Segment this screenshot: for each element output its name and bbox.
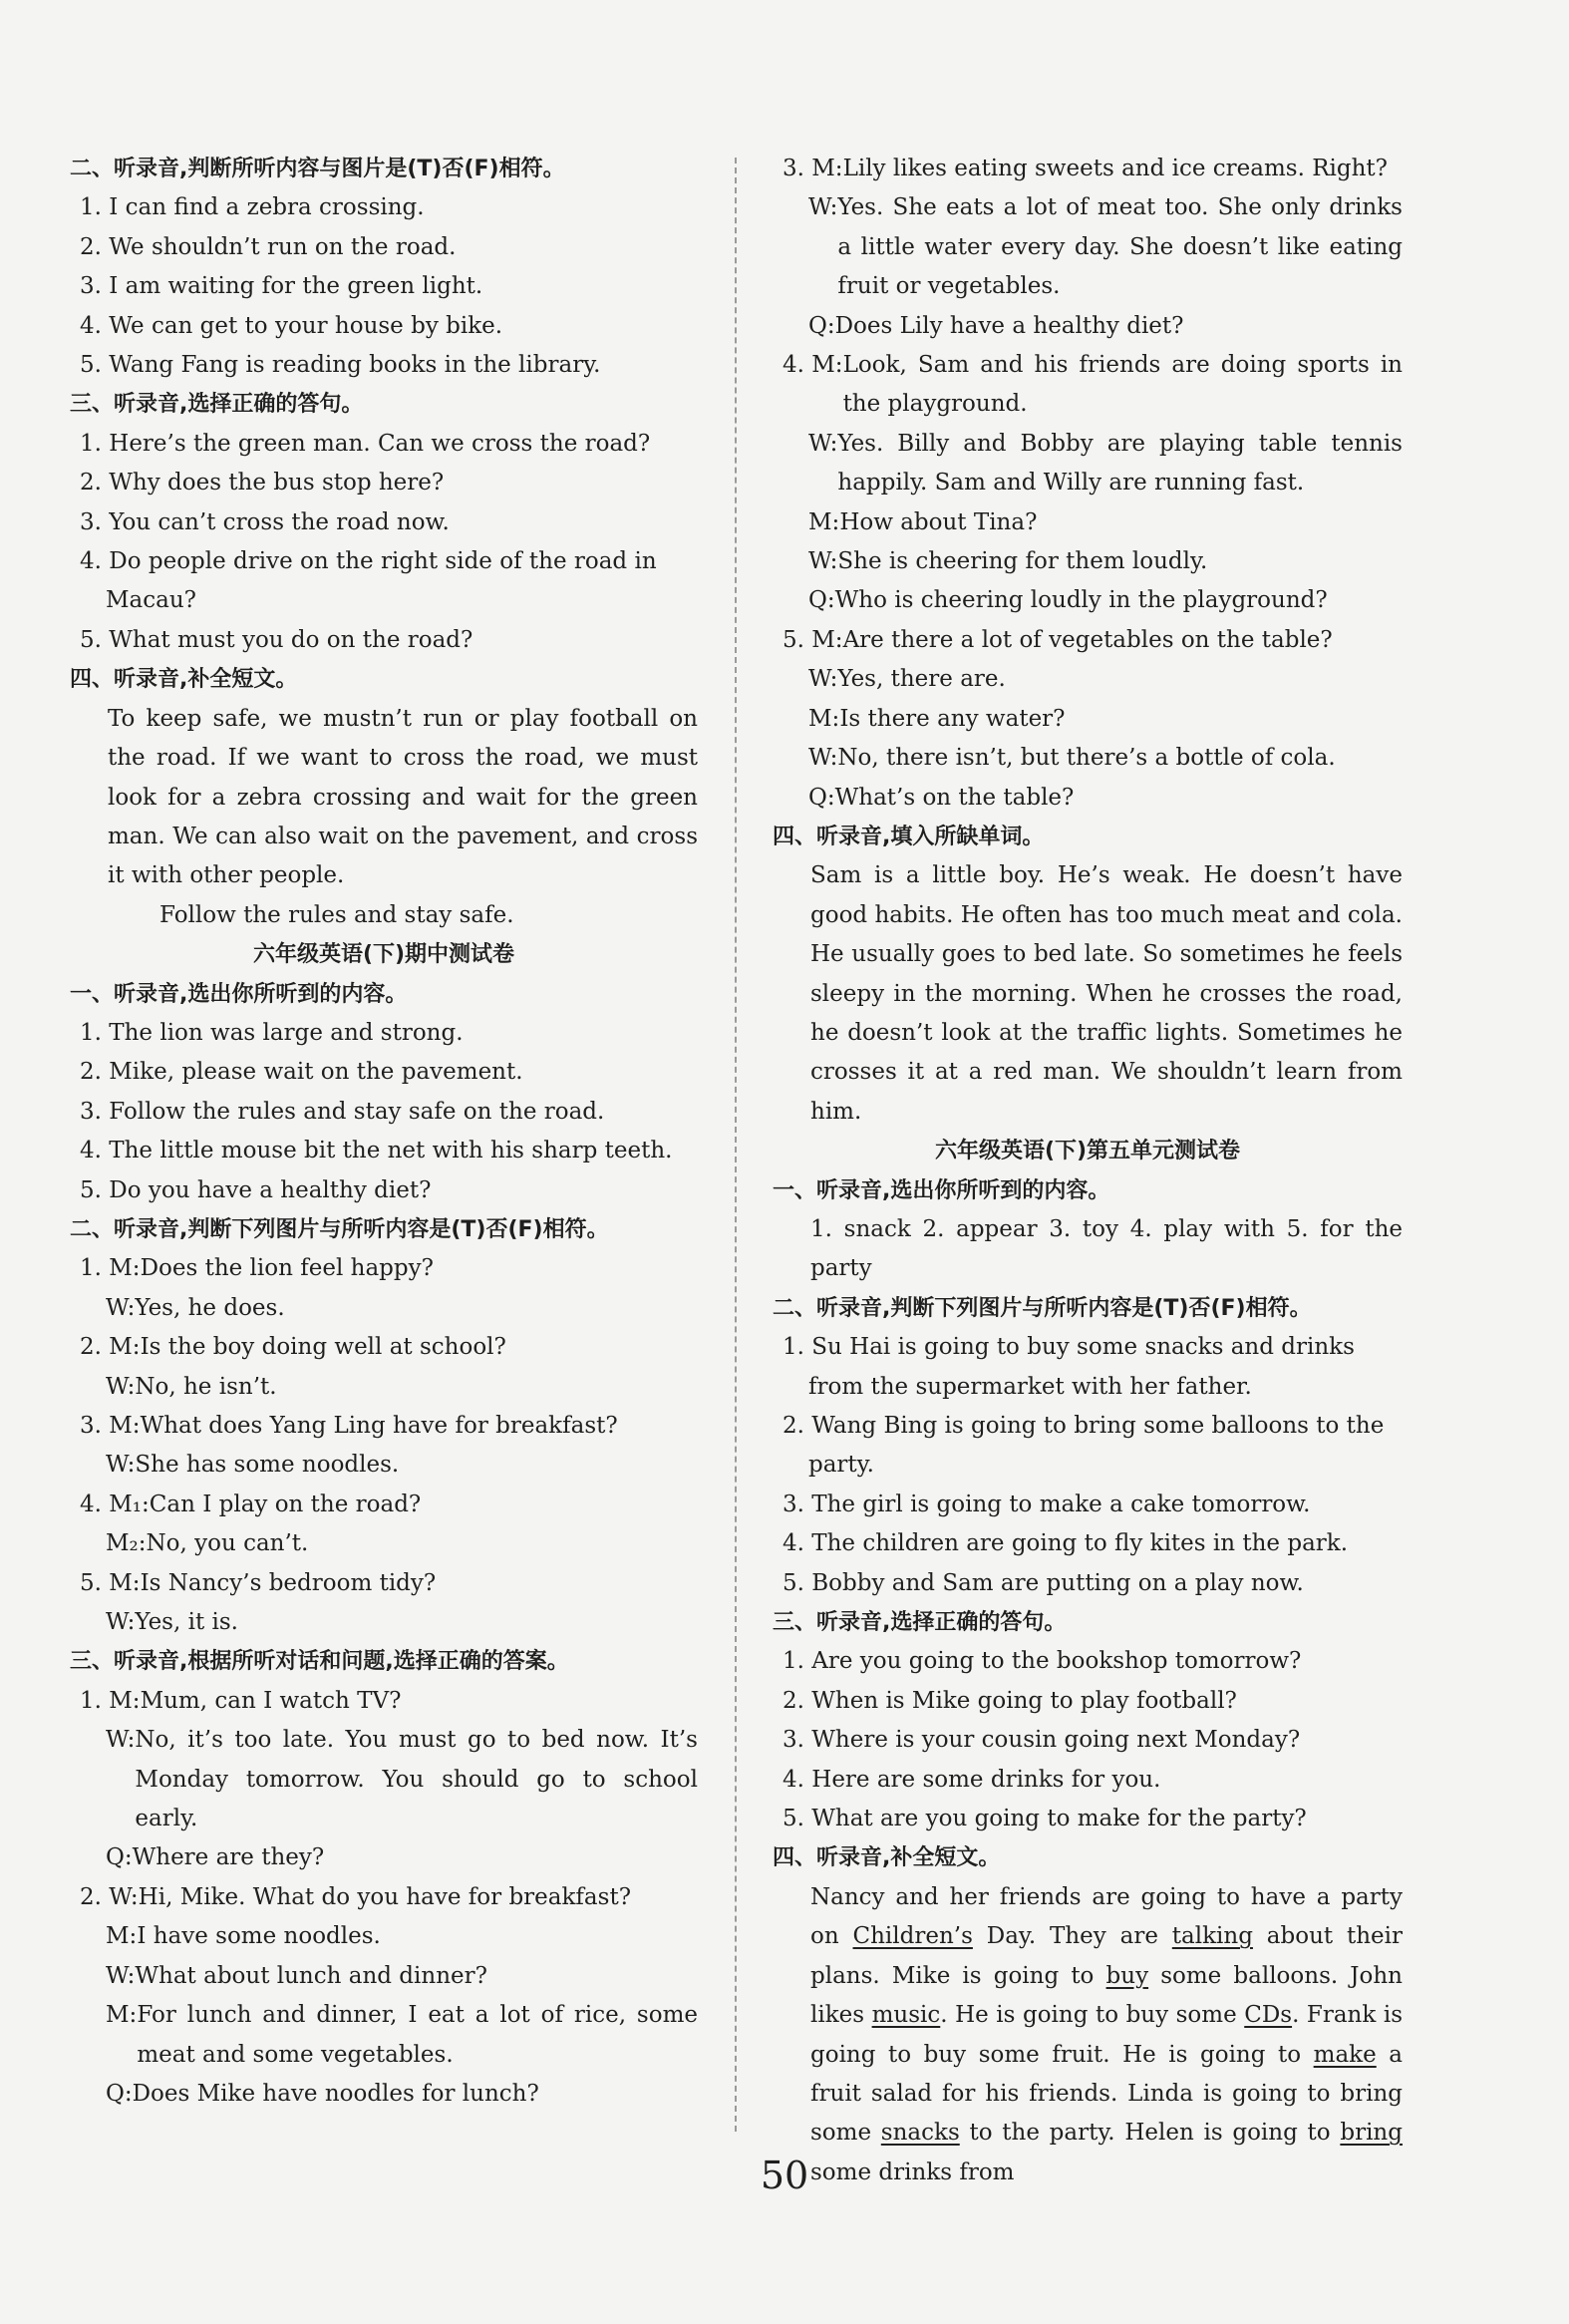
dialogue-line	[70, 1368, 698, 1407]
speaker-label: M:	[106, 1923, 138, 1950]
section-heading: 二、听录音,判断所听内容与图片是(T)否(F)相符。	[70, 157, 565, 181]
dialogue-line	[70, 1289, 698, 1328]
dialogue-line	[773, 621, 1403, 660]
speaker-label: W:	[106, 1609, 136, 1636]
filled-word: music	[871, 2002, 941, 2029]
dialogue-text: What does Yang Ling have for breakfast?	[140, 1413, 618, 1439]
dialogue-text: She is cheering for them loudly.	[837, 548, 1208, 575]
dialogue-line	[70, 1957, 698, 1996]
dialogue-text: Is the boy doing well at school?	[140, 1334, 506, 1361]
dialogue-text: Yes, he does.	[135, 1294, 285, 1321]
list	[70, 188, 698, 385]
section-heading: 三、听录音,根据所听对话和问题,选择正确的答案。	[70, 1649, 569, 1675]
speaker-label: Q:	[106, 1844, 133, 1871]
speaker-label: W:	[106, 1962, 136, 1989]
dialogue-line	[70, 1328, 698, 1367]
dialogue-text: Yes. Billy and Bobby are playing table tennis happily. Sam and Willy are running fast.	[837, 430, 1403, 497]
section-heading: 四、听录音,填入所缺单词。	[773, 824, 1045, 849]
section-heading: 二、听录音,判断下列图片与所听内容是(T)否(F)相符。	[70, 1216, 609, 1242]
dialogue-text: Who is cheering loudly in the playground?	[834, 587, 1328, 614]
list-item: 5. Bobby and Sam are putting on a play now.	[783, 1569, 1304, 1596]
speaker-label: 4. M:	[783, 352, 843, 379]
dialogue-line	[773, 307, 1403, 346]
section-heading: 三、听录音,选择正确的答句。	[773, 1610, 1067, 1636]
right-column	[773, 150, 1403, 2192]
list-item: 1. Are you going to the bookshop tomorrow?	[783, 1648, 1302, 1675]
passage-last-line: Follow the rules and stay safe.	[159, 901, 514, 928]
dialogue-line	[773, 739, 1403, 778]
dialogue-text: How about Tina?	[839, 508, 1038, 535]
speaker-label: W:	[808, 745, 838, 772]
passage-text: Nancy and her friends are going to have a party on	[810, 1883, 1403, 1950]
speaker-label: 1. M:	[80, 1687, 141, 1714]
speaker-label: W:	[106, 1294, 136, 1321]
dialogue-line	[70, 1878, 698, 1917]
dialogue	[70, 1682, 698, 2114]
speaker-label: 1. M:	[80, 1255, 141, 1282]
dialogue-text: Is Nancy’s bedroom tidy?	[140, 1569, 437, 1596]
dialogue-line	[773, 188, 1403, 306]
speaker-label: W:	[106, 1452, 136, 1479]
speaker-label: W:	[106, 1727, 136, 1754]
dialogue-text: Where are they?	[132, 1844, 325, 1871]
speaker-label: M₂:	[106, 1530, 147, 1557]
filled-word: bring	[1340, 2120, 1403, 2147]
dialogue-line	[70, 1603, 698, 1642]
list-item: 5. Do you have a healthy diet?	[80, 1176, 432, 1203]
speaker-label: 2. M:	[80, 1334, 141, 1361]
list	[773, 1642, 1403, 1838]
dialogue-text: What’s on the table?	[834, 784, 1075, 811]
dialogue-text: No, there isn’t, but there’s a bottle of cola.	[837, 745, 1336, 772]
dialogue-line	[70, 1564, 698, 1603]
filled-word: buy	[1105, 1962, 1149, 1989]
list-item: 1. The lion was large and strong.	[80, 1019, 464, 1046]
speaker-label: Q:	[808, 784, 835, 811]
list-item: 3. You can’t cross the road now.	[80, 508, 450, 535]
speaker-label: 5. M:	[80, 1569, 141, 1596]
dialogue	[70, 1249, 698, 1642]
speaker-label: M:	[808, 508, 840, 535]
dialogue-line	[70, 1917, 698, 1956]
dialogue-text: Mum, can I watch TV?	[140, 1687, 402, 1714]
dialogue-text: Can I play on the road?	[149, 1491, 422, 1517]
list-item: 1. I can find a zebra crossing.	[80, 194, 425, 221]
dialogue-line	[70, 1996, 698, 2075]
dialogue-text: For lunch and dinner, I eat a lot of rice, some meat and some vegetables.	[137, 2002, 698, 2068]
dialogue-line	[70, 1682, 698, 1721]
list-item: 3. The girl is going to make a cake tomorrow.	[783, 1491, 1311, 1517]
list-item: 5. Wang Fang is reading books in the library.	[80, 352, 601, 379]
dialogue-line	[773, 700, 1403, 739]
dialogue-text: Does the lion feel happy?	[140, 1255, 434, 1282]
list-item: 4. Here are some drinks for you.	[783, 1766, 1161, 1793]
dialogue-line	[773, 425, 1403, 503]
speaker-label: W:	[808, 666, 838, 693]
speaker-label: W:	[808, 548, 838, 575]
passage-text: some drinks from	[810, 2158, 1015, 2185]
list-item: 2. Wang Bing is going to bring some balloons to the party.	[783, 1413, 1385, 1479]
list	[70, 1014, 698, 1210]
dialogue-text: I have some noodles.	[137, 1923, 381, 1950]
passage-text: . Frank is going to buy some fruit. He is going to	[810, 2002, 1403, 2068]
list-item: 1. Su Hai is going to buy some snacks and drinks from the supermarket with her father.	[783, 1334, 1355, 1400]
section-heading: 一、听录音,选出你所听到的内容。	[773, 1177, 1110, 1203]
passage-text: a fruit salad for his friends. Linda is going to bring some	[810, 2041, 1403, 2147]
dialogue-line	[70, 1721, 698, 1838]
dialogue-line	[70, 1838, 698, 1877]
passage-text: some balloons. John likes	[810, 1962, 1403, 2029]
dialogue-line	[773, 581, 1403, 620]
filled-word: snacks	[880, 2120, 960, 2147]
speaker-label: M:	[106, 2002, 138, 2029]
dialogue-text: Lily likes eating sweets and ice creams. Right?	[842, 156, 1389, 181]
section-heading: 一、听录音,选出你所听到的内容。	[70, 981, 408, 1007]
speaker-label: Q:	[808, 587, 835, 614]
dialogue-line	[70, 1486, 698, 1524]
speaker-label: M:	[808, 705, 840, 732]
dialogue-line	[70, 2075, 698, 2114]
filled-word: Children’s	[852, 1923, 973, 1950]
dialogue-text: Hi, Mike. What do you have for breakfast?	[138, 1883, 632, 1910]
speaker-label: 3. M:	[80, 1413, 141, 1439]
passage-text: to the party. Helen is going to	[959, 2120, 1341, 2147]
dialogue-text: Look, Sam and his friends are doing sports in the playground.	[842, 352, 1403, 418]
list-item: 2. Why does the bus stop here?	[80, 470, 445, 497]
dialogue-line	[70, 1407, 698, 1446]
speaker-label: 5. M:	[783, 626, 843, 653]
dialogue-text: Does Lily have a healthy diet?	[834, 312, 1184, 339]
filled-word: talking	[1171, 1923, 1253, 1950]
passage-text: about their plans. Mike is going to	[810, 1923, 1403, 1989]
dialogue-text: No, it’s too late. You must go to bed now. It’s Monday tomorrow. You should go to school early.	[135, 1727, 698, 1832]
list-item: 4. We can get to your house by bike.	[80, 312, 503, 339]
dialogue-line	[773, 779, 1403, 818]
dialogue-line	[773, 346, 1403, 425]
page-number: 50	[760, 2154, 809, 2197]
speaker-label: W:	[808, 194, 838, 221]
list-item: 2. We shouldn’t run on the road.	[80, 233, 457, 260]
list	[70, 425, 698, 660]
speaker-label: 3. M:	[783, 156, 843, 181]
dialogue-text: Yes, there are.	[837, 666, 1006, 693]
dialogue-line	[70, 1446, 698, 1485]
word-list: 1. snack 2. appear 3. toy 4. play with 5. for the party	[810, 1215, 1403, 1282]
dialogue-text: Are there a lot of vegetables on the table?	[842, 626, 1333, 653]
test-title: 六年级英语(下)期中测试卷	[252, 942, 515, 968]
speaker-label: W:	[808, 430, 838, 457]
dialogue-text: Yes. She eats a lot of meat too. She only drinks a little water every day. She doesn’t like eating fruit or vegetables.	[837, 194, 1403, 300]
speaker-label: W:	[106, 1373, 136, 1400]
filled-word: CDs	[1244, 2002, 1293, 2029]
dialogue-line	[70, 1524, 698, 1563]
list-item: 2. Mike, please wait on the pavement.	[80, 1059, 523, 1086]
speaker-label: Q:	[808, 312, 835, 339]
passage-text: Day. They are	[972, 1923, 1172, 1950]
list-item: 3. I am waiting for the green light.	[80, 273, 483, 300]
dialogue-text: What about lunch and dinner?	[135, 1962, 487, 1989]
list-item: 5. What must you do on the road?	[80, 626, 473, 653]
dialogue-text: She has some noodles.	[135, 1452, 400, 1479]
dialogue-text: No, you can’t.	[146, 1530, 309, 1557]
dialogue-line	[773, 150, 1403, 188]
list-item: 4. Do people drive on the right side of the road in Macau?	[80, 548, 657, 614]
speaker-label: 2. W:	[80, 1883, 139, 1910]
section-heading: 四、听录音,补全短文。	[773, 1845, 1001, 1871]
dialogue-text: Yes, it is.	[135, 1609, 238, 1636]
dialogue-text: No, he isn’t.	[135, 1373, 277, 1400]
dialogue-line	[773, 503, 1403, 542]
list-item: 4. The little mouse bit the net with his sharp teeth.	[80, 1138, 673, 1164]
dialogue-text: Is there any water?	[839, 705, 1066, 732]
list-item: 3. Where is your cousin going next Monday?	[783, 1727, 1301, 1754]
left-column	[70, 150, 698, 2114]
column-divider	[735, 158, 737, 2132]
filled-word: make	[1313, 2041, 1377, 2068]
speaker-label: Q:	[106, 2080, 133, 2107]
section-heading: 二、听录音,判断下列图片与所听内容是(T)否(F)相符。	[773, 1295, 1312, 1321]
list-item: 4. The children are going to fly kites in the park.	[783, 1530, 1349, 1557]
list-item: 1. Here’s the green man. Can we cross the road?	[80, 430, 651, 457]
dialogue-line	[773, 660, 1403, 699]
list	[773, 1328, 1403, 1603]
passage-text: Sam is a little boy. He’s weak. He doesn’t have good habits. He often has too much meat and cola. He usually goes to bed late. So sometimes he feels sleepy in the morning. When he crosses the road, he doesn’t look at the traffic lights. Sometimes he crosses it at a red man. We shouldn’t learn from him.	[810, 862, 1403, 1125]
test-title: 六年级英语(下)第五单元测试卷	[934, 1139, 1241, 1164]
list-item: 5. What are you going to make for the party?	[783, 1806, 1307, 1832]
cloze-passage	[773, 1878, 1403, 2192]
speaker-label: 4. M₁:	[80, 1491, 150, 1517]
dialogue-line	[773, 542, 1403, 581]
section-heading: 四、听录音,补全短文。	[70, 667, 298, 693]
dialogue-text: Does Mike have noodles for lunch?	[132, 2080, 539, 2107]
list-item: 3. Follow the rules and stay safe on the road.	[80, 1098, 605, 1125]
passage-text: To keep safe, we mustn’t run or play football on the road. If we want to cross the road, we must look for a zebra crossing and wait for the green man. We can also wait on the pavement, and cross it with other people.	[108, 705, 698, 889]
dialogue	[773, 150, 1403, 818]
dialogue-line	[70, 1249, 698, 1288]
section-heading: 三、听录音,选择正确的答句。	[70, 392, 364, 418]
list-item: 2. When is Mike going to play football?	[783, 1687, 1237, 1714]
passage-text: . He is going to buy some	[940, 2002, 1245, 2029]
